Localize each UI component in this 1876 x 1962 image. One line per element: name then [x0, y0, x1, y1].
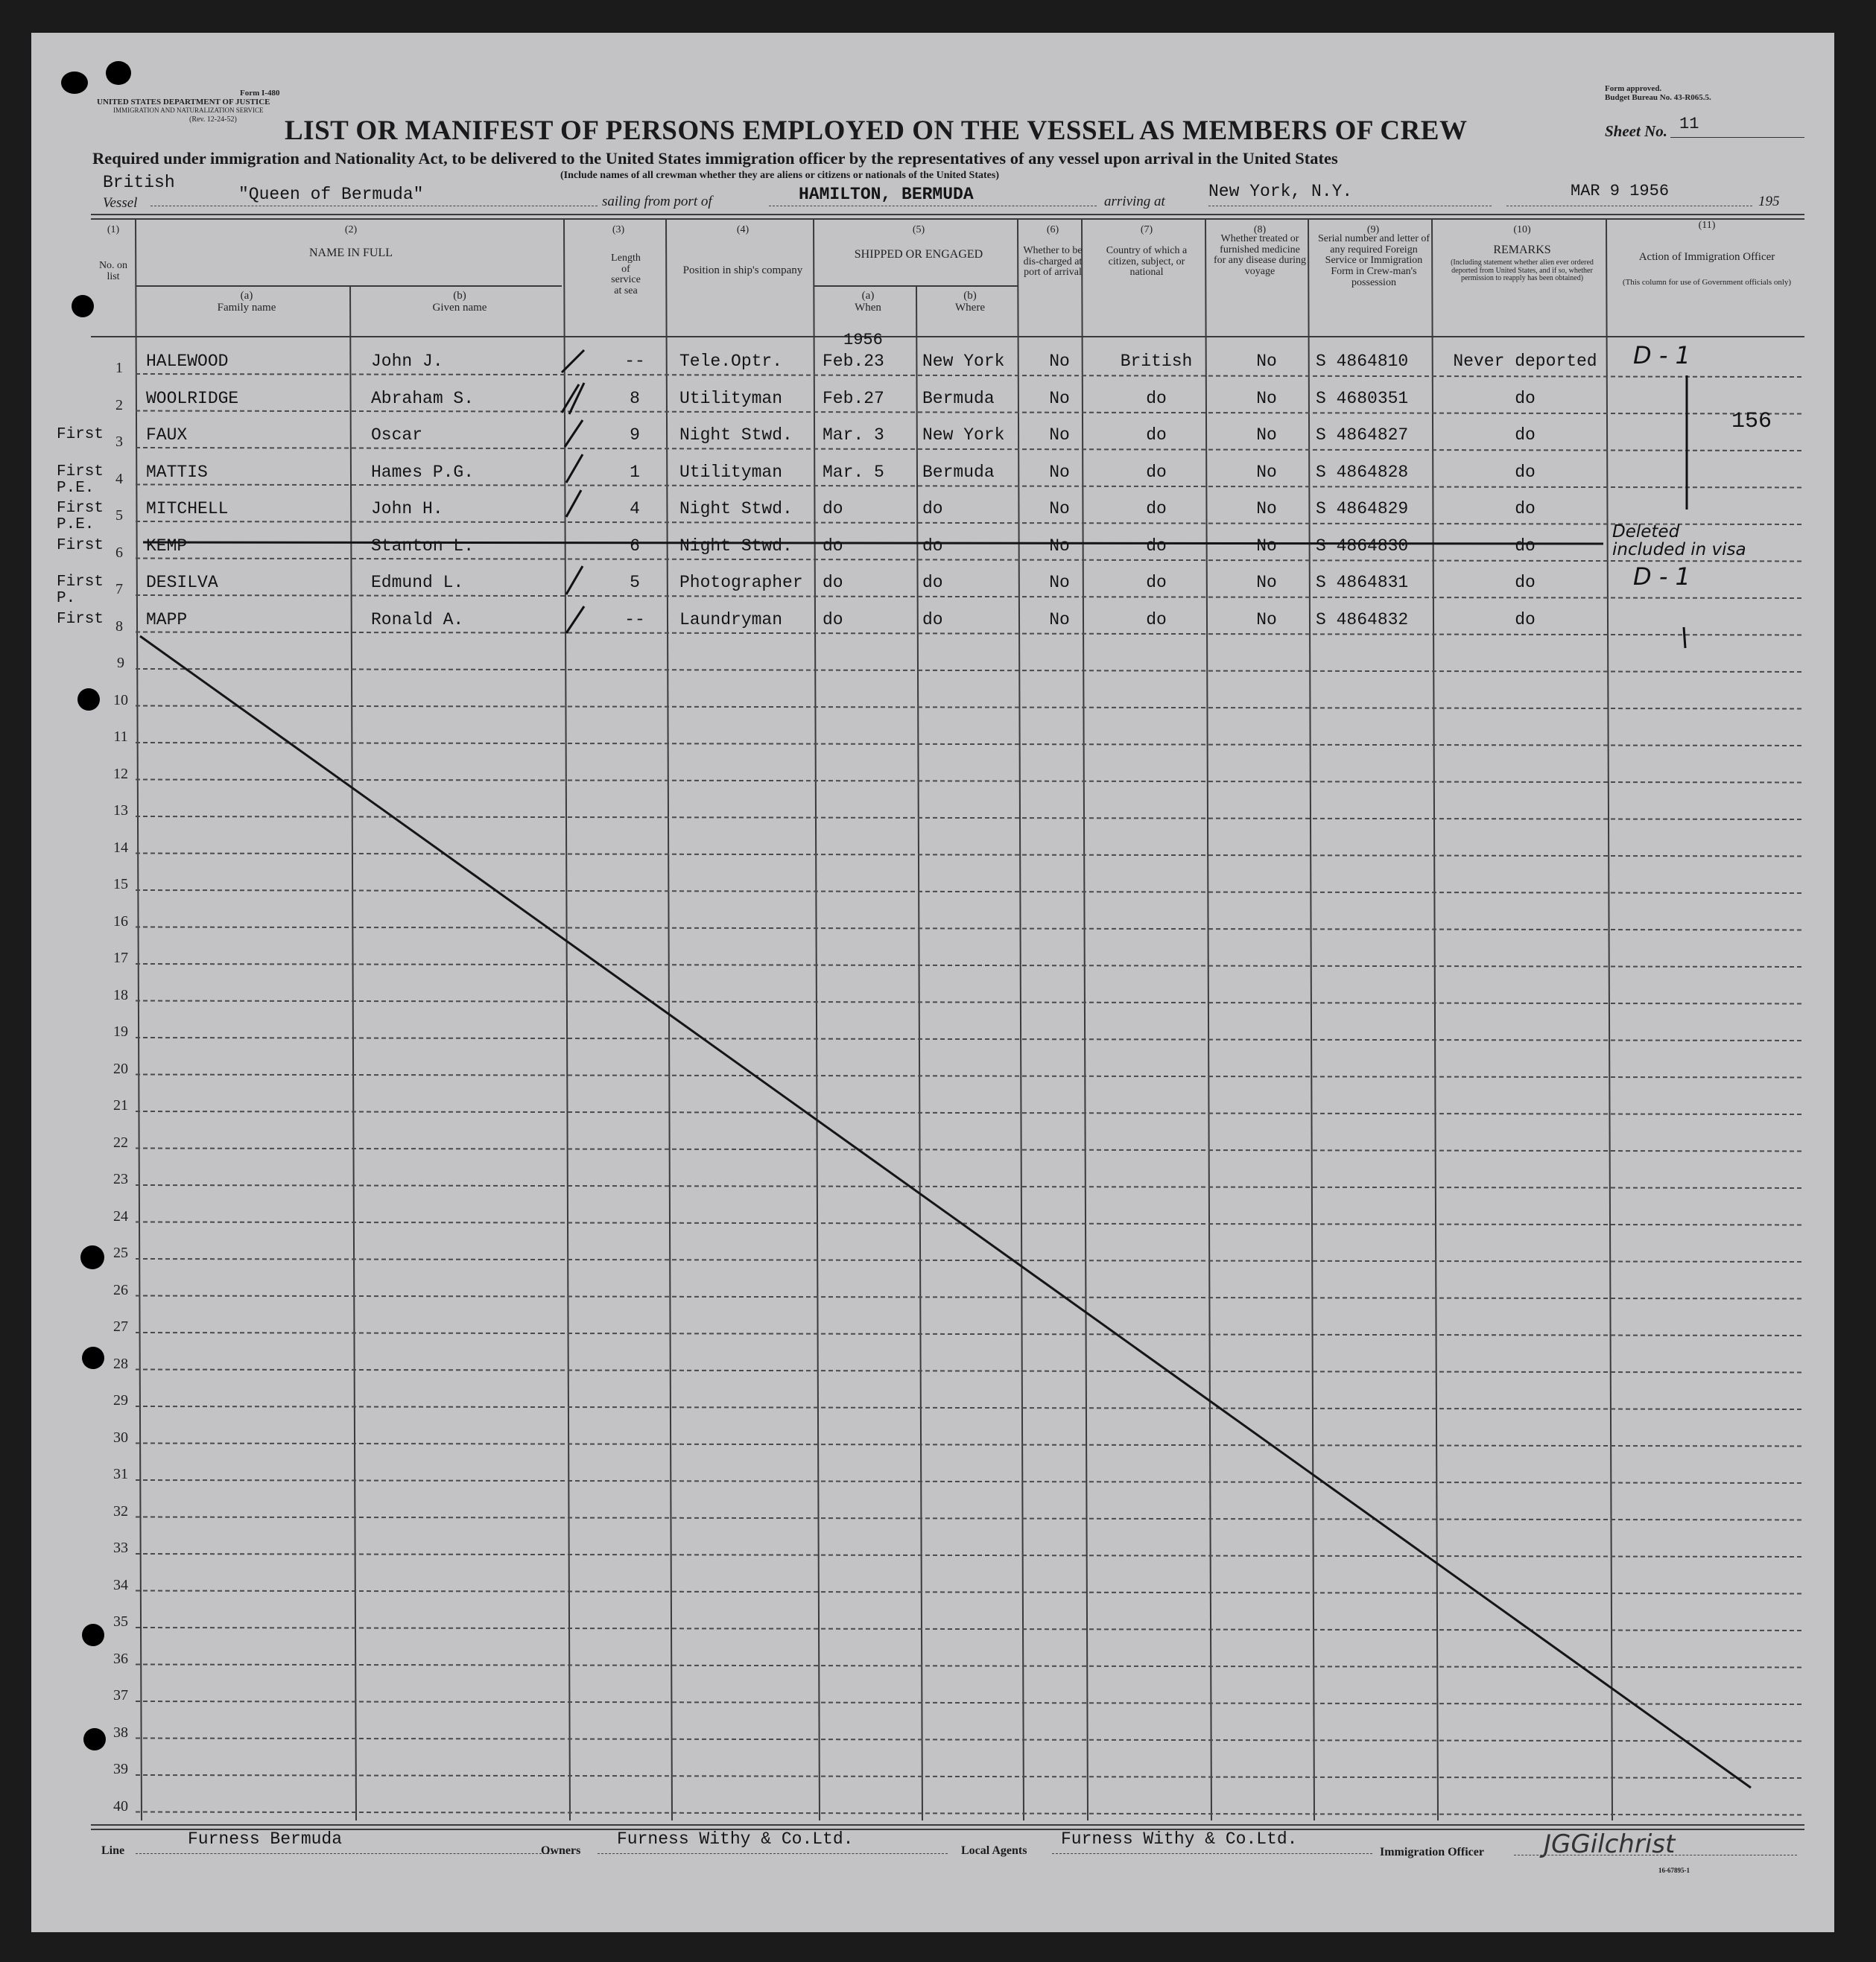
given-name-cell: Hames P.G. — [371, 462, 475, 482]
line-number: 39 — [113, 1761, 128, 1777]
footer-agents-value: Furness Withy & Co.Ltd. — [1061, 1829, 1298, 1849]
line-number: 25 — [113, 1245, 128, 1261]
remarks-cell: do — [1515, 573, 1536, 592]
serial-number-cell: S 4864829 — [1316, 499, 1409, 518]
position-cell: Utilityman — [679, 462, 783, 482]
line-number: 35 — [113, 1613, 128, 1630]
shipped-where-cell: do — [922, 573, 943, 592]
port-name: HAMILTON, BERMUDA — [799, 185, 974, 204]
treated-cell: No — [1256, 352, 1277, 371]
shipped-when-cell: Feb.27 — [823, 388, 884, 408]
revision: (Rev. 12-24-52) — [189, 115, 237, 124]
length-of-service-cell: -- — [624, 352, 645, 371]
row-number: 7 — [115, 581, 123, 597]
family-name-cell: WOOLRIDGE — [146, 388, 239, 408]
length-of-service-cell: 1 — [630, 462, 640, 482]
position-cell: Tele.Optr. — [679, 352, 783, 371]
family-name-cell: MATTIS — [146, 462, 208, 482]
line-number: 14 — [113, 839, 128, 856]
country-cell: do — [1146, 499, 1167, 518]
length-of-service-cell: 4 — [630, 499, 640, 518]
line-number: 18 — [113, 986, 128, 1003]
shipped-where-cell: New York — [922, 352, 1005, 371]
cancel-diagonal — [140, 636, 1751, 1788]
family-name-cell: FAUX — [146, 425, 188, 445]
flag: British — [103, 173, 175, 192]
given-name-cell: Stanton L. — [371, 536, 475, 556]
discharged-cell: No — [1049, 388, 1070, 408]
table-grid — [31, 33, 1834, 1932]
col2-header: NAME IN FULL — [309, 247, 393, 259]
discharged-cell: No — [1049, 536, 1070, 556]
form-approved: Form approved. — [1605, 84, 1662, 93]
remarks-cell: do — [1515, 609, 1536, 629]
country-cell: do — [1146, 425, 1167, 445]
line-number: 23 — [113, 1171, 128, 1187]
row-number: 1 — [115, 360, 123, 376]
line-number: 24 — [113, 1207, 128, 1225]
sheet-label: Sheet No. — [1605, 122, 1667, 140]
footer-agents-underline — [1052, 1853, 1372, 1854]
position-cell: Night Stwd. — [679, 536, 793, 556]
col10-number: (10) — [1513, 224, 1531, 235]
footer-line-value: Furness Bermuda — [188, 1829, 343, 1849]
page-title: LIST OR MANIFEST OF PERSONS EMPLOYED ON THE VESSEL AS MEMBERS OF CREW — [285, 115, 1468, 146]
footer-agents-label: Local Agents — [961, 1844, 1027, 1857]
serial-number-cell: S 4864830 — [1316, 536, 1409, 556]
row-margin-note: First P.E. — [57, 463, 104, 497]
line-number: 36 — [113, 1650, 128, 1667]
date-stamp: MAR 9 1956 — [1571, 182, 1670, 200]
col5-number: (5) — [912, 224, 925, 235]
col11-number: (11) — [1698, 220, 1716, 231]
col7-number: (7) — [1140, 224, 1153, 235]
shipped-when-cell: do — [823, 573, 843, 592]
discharged-cell: No — [1049, 499, 1070, 518]
length-of-service-cell: 9 — [630, 425, 640, 445]
footer-owners-label: Owners — [541, 1844, 581, 1857]
row-number: 5 — [115, 507, 123, 524]
shipped-when-cell: do — [823, 536, 843, 556]
serial-number-cell: S 4864827 — [1316, 425, 1409, 445]
shipped-when-cell: do — [823, 499, 843, 518]
line-number: 34 — [113, 1576, 128, 1593]
vessel-name: "Queen of Bermuda" — [238, 185, 424, 204]
row-margin-note: First — [57, 536, 104, 554]
line-number: 15 — [113, 876, 128, 892]
service: IMMIGRATION AND NATURALIZATION SERVICE — [113, 107, 264, 114]
discharged-cell: No — [1049, 462, 1070, 482]
line-number: 9 — [117, 655, 124, 671]
col9-number: (9) — [1366, 224, 1380, 235]
col11-header: Action of Immigration Officer — [1638, 251, 1775, 263]
treated-cell: No — [1256, 462, 1277, 482]
line-number: 28 — [113, 1355, 128, 1372]
line-number: 17 — [113, 950, 128, 966]
col2a-header: (a) Family name — [217, 290, 276, 314]
officer-action-note: 156 — [1731, 409, 1772, 434]
col7-header: Country of which a citizen, subject, or national — [1106, 245, 1188, 279]
line-number: 19 — [113, 1023, 128, 1040]
year-note: 1956 — [843, 331, 883, 349]
position-cell: Night Stwd. — [679, 499, 793, 518]
col5-header: SHIPPED OR ENGAGED — [854, 248, 983, 261]
shipped-where-cell: New York — [922, 425, 1005, 445]
officer-action-note: D - 1 — [1633, 562, 1690, 591]
treated-cell: No — [1256, 425, 1277, 445]
treated-cell: No — [1256, 536, 1277, 556]
row-number: 4 — [115, 470, 123, 487]
given-name-cell: Ronald A. — [371, 609, 464, 629]
line-number: 40 — [113, 1797, 128, 1815]
row-number: 8 — [115, 618, 123, 635]
country-cell: do — [1146, 388, 1167, 408]
footer-line-underline — [136, 1853, 553, 1854]
given-name-cell: Edmund L. — [371, 573, 464, 592]
col6-number: (6) — [1046, 224, 1059, 235]
officer-signature: JGGilchrist — [1544, 1829, 1676, 1859]
col2-number: (2) — [344, 224, 358, 235]
line-number: 22 — [113, 1134, 128, 1151]
col10-header: REMARKS — [1493, 244, 1551, 256]
family-name-cell: MITCHELL — [146, 499, 229, 518]
line-number: 29 — [113, 1392, 128, 1409]
length-of-service-cell: 8 — [630, 388, 640, 408]
remarks-cell: Never deported — [1453, 352, 1597, 371]
line-number: 10 — [113, 691, 128, 708]
footer-owners-underline — [598, 1853, 948, 1854]
manifest-sheet — [31, 33, 1834, 1932]
row-number: 2 — [115, 396, 123, 413]
discharged-cell: No — [1049, 425, 1070, 445]
action-bracket — [1684, 375, 1687, 648]
line-number: 11 — [113, 728, 128, 745]
shipped-when-cell: do — [823, 609, 843, 629]
col4-number: (4) — [736, 224, 750, 235]
given-name-cell: John J. — [371, 352, 443, 371]
row-number: 6 — [115, 544, 123, 561]
position-cell: Photographer — [679, 573, 803, 592]
col8-number: (8) — [1253, 224, 1267, 235]
shipped-where-cell: Bermuda — [922, 462, 995, 482]
country-cell: do — [1146, 536, 1167, 556]
length-of-service-cell: 5 — [630, 573, 640, 592]
given-name-cell: John H. — [371, 499, 443, 518]
line-number: 16 — [113, 912, 128, 930]
arriving-label: arriving at — [1104, 194, 1165, 209]
line-number: 27 — [113, 1318, 128, 1335]
serial-number-cell: S 4864810 — [1316, 352, 1409, 371]
length-of-service-cell: 6 — [630, 536, 640, 556]
required-statement: Required under immigration and Nationality Act, to be delivered to the United States immigration officer by the representatives of any vessel upon arrival in the United States — [92, 149, 1338, 168]
country-cell: do — [1146, 573, 1167, 592]
sheet-number: 11 — [1679, 115, 1699, 133]
col1-number: (1) — [107, 224, 120, 235]
remarks-cell: do — [1515, 499, 1536, 518]
line-number: 26 — [113, 1281, 128, 1298]
shipped-where-cell: do — [922, 499, 943, 518]
shipped-when-cell: Mar. 3 — [823, 425, 884, 445]
country-cell: do — [1146, 609, 1167, 629]
country-cell: do — [1146, 462, 1167, 482]
row-margin-note: First P. — [57, 574, 104, 607]
line-number: 33 — [113, 1540, 128, 1556]
treated-cell: No — [1256, 609, 1277, 629]
position-cell: Night Stwd. — [679, 425, 793, 445]
col3-header: Length of service at sea — [611, 253, 641, 297]
line-number: 32 — [113, 1502, 128, 1520]
position-cell: Laundryman — [679, 609, 783, 629]
shipped-where-cell: do — [922, 536, 943, 556]
officer-action-note: Deleted included in visa — [1612, 521, 1746, 559]
length-of-service-cell: -- — [624, 609, 645, 629]
col6-header: Whether to be dis-charged at port of arrival — [1023, 245, 1083, 279]
shipped-where-cell: do — [922, 609, 943, 629]
serial-number-cell: S 4680351 — [1316, 388, 1409, 408]
officer-action-note: D - 1 — [1633, 341, 1690, 369]
row-margin-note: First — [57, 610, 104, 628]
discharged-cell: No — [1049, 573, 1070, 592]
country-cell: British — [1120, 352, 1193, 371]
include-note: (Include names of all crewman whether they are aliens or citizens or nationals of the United States) — [560, 170, 999, 181]
col5a-header: (a) When — [855, 290, 881, 314]
vessel-label: Vessel — [103, 195, 138, 211]
department: UNITED STATES DEPARTMENT OF JUSTICE — [97, 98, 270, 107]
col10-note: (Including statement whether alien ever ordered deported from United States, and if so, whether permission to reapply has been obtained) — [1451, 258, 1594, 282]
line-number: 21 — [113, 1097, 128, 1114]
shipped-where-cell: Bermuda — [922, 388, 995, 408]
serial-number-cell: S 4864828 — [1316, 462, 1409, 482]
family-name-cell: DESILVA — [146, 573, 218, 592]
line-number: 12 — [113, 765, 128, 782]
position-cell: Utilityman — [679, 388, 783, 408]
serial-number-cell: S 4864832 — [1316, 609, 1409, 629]
budget-bureau: Budget Bureau No. 43-R065.5. — [1605, 93, 1711, 102]
line-number: 38 — [113, 1724, 128, 1741]
arriving-port: New York, N.Y. — [1208, 182, 1353, 201]
serial-number-cell: S 4864831 — [1316, 573, 1409, 592]
footer-owners-value: Furness Withy & Co.Ltd. — [617, 1829, 854, 1849]
line-number: 31 — [113, 1466, 128, 1482]
sailing-label: sailing from port of — [602, 194, 712, 209]
treated-cell: No — [1256, 388, 1277, 408]
print-code: 16-67895-1 — [1658, 1867, 1690, 1874]
remarks-cell: do — [1515, 536, 1536, 556]
family-name-cell: HALEWOOD — [146, 352, 229, 371]
given-name-cell: Abraham S. — [371, 388, 475, 408]
col1-header: No. on list — [98, 260, 128, 282]
family-name-cell: MAPP — [146, 609, 188, 629]
footer-officer-label: Immigration Officer — [1380, 1846, 1484, 1858]
line-number: 30 — [113, 1429, 128, 1446]
year-suffix: 195 — [1758, 194, 1780, 209]
shipped-when-cell: Mar. 5 — [823, 462, 884, 482]
form-number: Form I-480 — [240, 89, 280, 98]
given-name-cell: Oscar — [371, 425, 423, 445]
remarks-cell: do — [1515, 425, 1536, 445]
line-number: 13 — [113, 802, 128, 819]
col9-header: Serial number and letter of any required Foreign Service or Immigration Form in Crew-man's possession — [1317, 233, 1430, 288]
family-name-cell: KEMP — [146, 536, 188, 556]
line-number: 20 — [113, 1060, 128, 1077]
line-number: 37 — [113, 1687, 128, 1704]
remarks-cell: do — [1515, 388, 1536, 408]
col3-number: (3) — [612, 224, 625, 235]
discharged-cell: No — [1049, 609, 1070, 629]
row-margin-note: First P.E. — [57, 500, 104, 533]
treated-cell: No — [1256, 499, 1277, 518]
footer-line-label: Line — [101, 1844, 125, 1857]
shipped-when-cell: Feb.23 — [823, 352, 884, 371]
treated-cell: No — [1256, 573, 1277, 592]
discharged-cell: No — [1049, 352, 1070, 371]
col2b-header: (b) Given name — [432, 290, 487, 314]
col11-note: (This column for use of Government officials only) — [1622, 278, 1792, 287]
col5b-header: (b) Where — [955, 290, 985, 314]
row-margin-note: First — [57, 426, 104, 443]
row-number: 3 — [115, 434, 123, 450]
col8-header: Whether treated or furnished medicine for any disease during voyage — [1213, 233, 1307, 278]
col4-header: Position in ship's company — [682, 264, 803, 276]
remarks-cell: do — [1515, 462, 1536, 482]
